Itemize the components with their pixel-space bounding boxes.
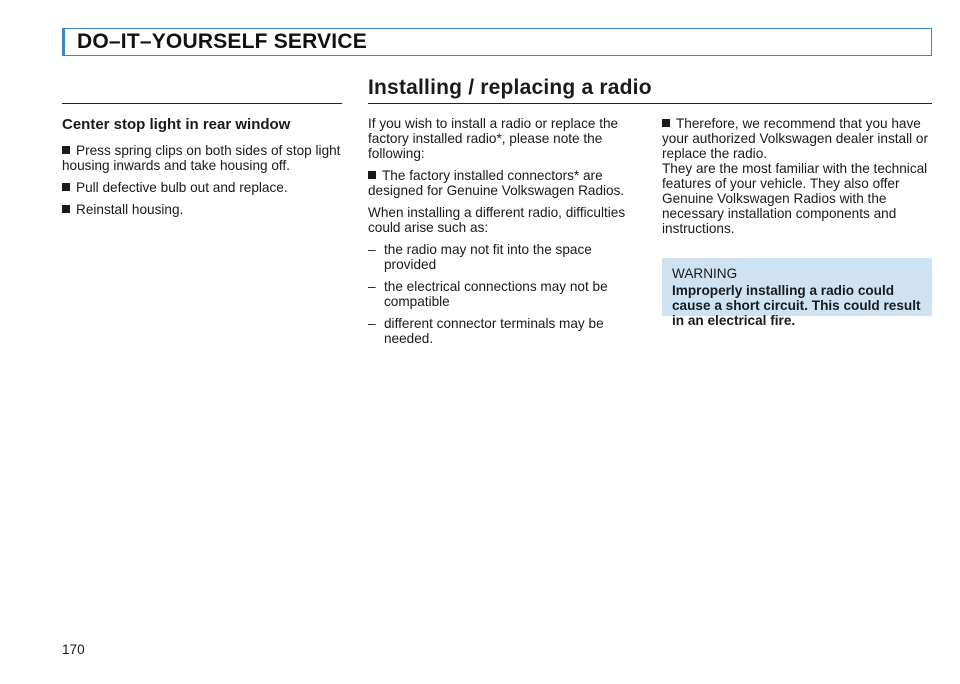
warning-text: Improperly installing a radio could cause a short circuit. This could result in an electrical fire. (672, 283, 921, 328)
section-header (62, 28, 932, 56)
bullet-square-icon (62, 146, 70, 154)
bullet-square-icon (662, 119, 670, 127)
bullet-square-icon (62, 205, 70, 213)
left-bullet-3: Reinstall housing. (62, 202, 344, 217)
section-title: DO–IT–YOURSELF SERVICE (77, 30, 367, 53)
dash-item-1: – the radio may not fit into the space provided (368, 242, 592, 272)
warning-title: WARNING (672, 266, 738, 281)
page-number: 170 (62, 642, 85, 657)
main-when: When installing a different radio, difficulties could arise such as: (368, 205, 626, 235)
main-intro: If you wish to install a radio or replace the factory installed radio*, please note the following: (368, 116, 619, 161)
warning-box (662, 258, 932, 328)
middle-column (368, 116, 640, 353)
dash-item-2: – the electrical connections may not be compatible (368, 279, 608, 309)
left-column (62, 116, 344, 224)
right-column (662, 116, 934, 243)
main-rule (368, 103, 932, 104)
left-heading: Center stop light in rear window (62, 116, 291, 133)
right-para: They are the most familiar with the technical features of your vehicle. They also offer Genuine Volkswagen Radios with the necessary installation components and instructions. (662, 161, 928, 236)
main-heading: Installing / replacing a radio (368, 76, 652, 99)
left-bullet-2: Pull defective bulb out and replace. (62, 180, 344, 195)
bullet-square-icon (62, 183, 70, 191)
left-rule (62, 103, 342, 104)
dash-item-3: – different connector terminals may be needed. (368, 316, 604, 346)
right-bullet: Therefore, we recommend that you have your authorized Volkswagen dealer install or replace the radio. (662, 116, 928, 161)
bullet-square-icon (368, 171, 376, 179)
main-bullet-1: The factory installed connectors* are designed for Genuine Volkswagen Radios. (368, 168, 625, 198)
left-bullet-1: Press spring clips on both sides of stop light housing inwards and take housing off. (62, 143, 341, 173)
